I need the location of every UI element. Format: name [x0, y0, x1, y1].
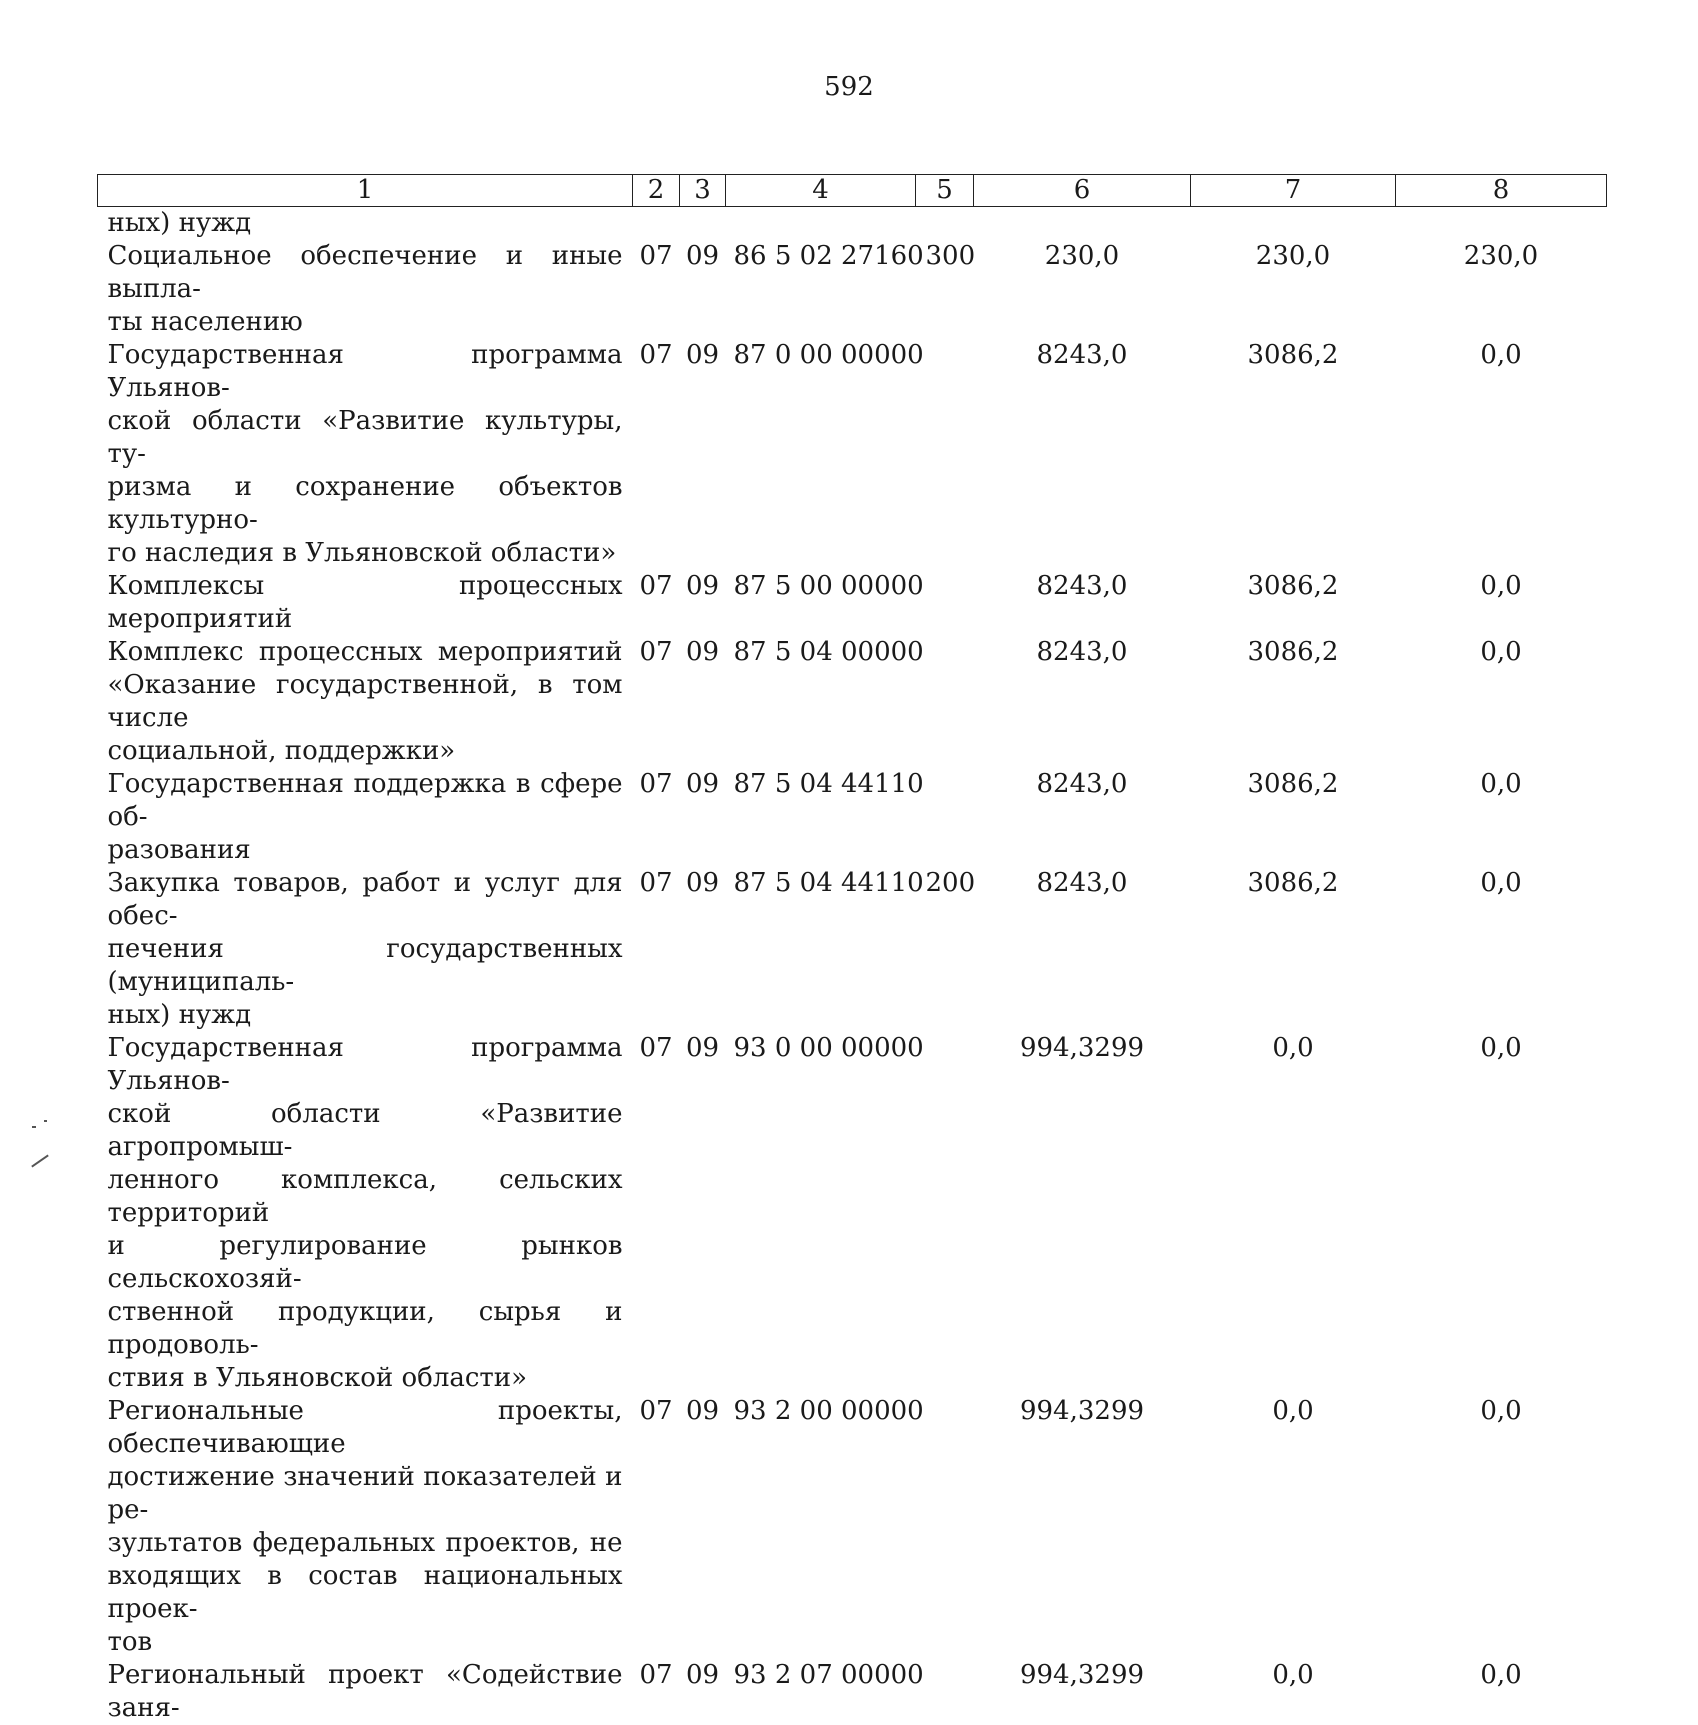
row-name [98, 339, 633, 570]
row-name-line: социальной, поддержки» [108, 735, 623, 768]
expense-type-code: 300 [916, 240, 974, 339]
amount-col-7: 3086,2 [1191, 867, 1396, 1032]
table-body [98, 207, 1607, 1725]
row-name-line: Комплексы процессных мероприятий [108, 570, 623, 636]
row-name-line: разования [108, 834, 623, 867]
row-name-line: ты населению [108, 306, 623, 339]
amount-col-6 [974, 207, 1191, 241]
target-article-code: 86 5 02 27160 [726, 240, 916, 339]
subsection-code: 09 [680, 1395, 726, 1659]
target-article-code: 87 5 04 00000 [726, 636, 916, 768]
amount-col-6: 994,3299 [974, 1395, 1191, 1659]
header-row [98, 175, 1607, 207]
row-name-line: ской области «Развитие агропромыш- [108, 1098, 623, 1164]
amount-col-6: 230,0 [974, 240, 1191, 339]
subsection-code: 09 [680, 867, 726, 1032]
expense-type-code [916, 1395, 974, 1659]
row-name-line: го наследия в Ульяновской области» [108, 537, 623, 570]
table-row [98, 570, 1607, 636]
target-article-code: 93 0 00 00000 [726, 1032, 916, 1395]
amount-col-8: 0,0 [1396, 1659, 1607, 1725]
amount-col-8: 0,0 [1396, 339, 1607, 570]
table-row [98, 636, 1607, 768]
scan-mark [32, 1126, 36, 1128]
amount-col-7: 3086,2 [1191, 636, 1396, 768]
amount-col-7 [1191, 207, 1396, 241]
amount-col-8: 0,0 [1396, 768, 1607, 867]
table-row [98, 1032, 1607, 1395]
subsection-code: 09 [680, 768, 726, 867]
table-row [98, 240, 1607, 339]
column-header-2: 2 [633, 175, 680, 207]
row-name-line: Государственная программа Ульянов- [108, 1032, 623, 1098]
row-name [98, 867, 633, 1032]
expense-type-code [916, 1659, 974, 1725]
row-name-line: Государственная программа Ульянов- [108, 339, 623, 405]
row-name-line: печения государственных (муниципаль- [108, 933, 623, 999]
amount-col-8: 230,0 [1396, 240, 1607, 339]
amount-col-6: 994,3299 [974, 1032, 1191, 1395]
expense-type-code [916, 339, 974, 570]
row-name [98, 636, 633, 768]
row-name [98, 240, 633, 339]
table-row [98, 867, 1607, 1032]
row-name-line: входящих в состав национальных проек- [108, 1560, 623, 1626]
target-article-code: 87 5 04 44110 [726, 867, 916, 1032]
table-row [98, 1395, 1607, 1659]
amount-col-6: 8243,0 [974, 768, 1191, 867]
row-name-line: и регулирование рынков сельскохозяй- [108, 1230, 623, 1296]
row-name-line: Региональные проекты, обеспечивающие [108, 1395, 623, 1461]
amount-col-7: 3086,2 [1191, 768, 1396, 867]
amount-col-6: 8243,0 [974, 867, 1191, 1032]
expense-type-code [916, 570, 974, 636]
amount-col-7: 0,0 [1191, 1032, 1396, 1395]
table-row [98, 1659, 1607, 1725]
row-name-line: ленного комплекса, сельских территорий [108, 1164, 623, 1230]
amount-col-7: 3086,2 [1191, 339, 1396, 570]
section-code: 07 [633, 867, 680, 1032]
expense-type-code [916, 1032, 974, 1395]
row-name-line: достижение значений показателей и ре- [108, 1461, 623, 1527]
amount-col-8: 0,0 [1396, 636, 1607, 768]
column-header-1: 1 [98, 175, 633, 207]
expense-type-code [916, 636, 974, 768]
row-name [98, 1032, 633, 1395]
column-header-5: 5 [916, 175, 974, 207]
target-article-code [726, 207, 916, 241]
row-name [98, 1395, 633, 1659]
table-row [98, 339, 1607, 570]
amount-col-7: 0,0 [1191, 1659, 1396, 1725]
row-name-line: ных) нужд [108, 999, 623, 1032]
row-name [98, 768, 633, 867]
amount-col-7: 0,0 [1191, 1395, 1396, 1659]
row-name [98, 570, 633, 636]
row-name-line: тов [108, 1626, 623, 1659]
amount-col-7: 3086,2 [1191, 570, 1396, 636]
column-header-8: 8 [1396, 175, 1607, 207]
section-code: 07 [633, 636, 680, 768]
column-header-4: 4 [726, 175, 916, 207]
row-name-line: Закупка товаров, работ и услуг для обес- [108, 867, 623, 933]
row-name-line: «Оказание государственной, в том числе [108, 669, 623, 735]
row-name [98, 1659, 633, 1725]
expense-type-code [916, 207, 974, 241]
row-name-line: Социальное обеспечение и иные выпла- [108, 240, 623, 306]
subsection-code: 09 [680, 339, 726, 570]
section-code: 07 [633, 1395, 680, 1659]
section-code [633, 207, 680, 241]
row-name-line: Региональный проект «Содействие заня- [108, 1659, 623, 1725]
row-name-line: ственной продукции, сырья и продоволь- [108, 1296, 623, 1362]
subsection-code: 09 [680, 1659, 726, 1725]
section-code: 07 [633, 339, 680, 570]
subsection-code: 09 [680, 636, 726, 768]
amount-col-6: 994,3299 [974, 1659, 1191, 1725]
target-article-code: 93 2 07 00000 [726, 1659, 916, 1725]
row-name-line: ризма и сохранение объектов культурно- [108, 471, 623, 537]
table-row [98, 207, 1607, 241]
amount-col-6: 8243,0 [974, 636, 1191, 768]
expense-type-code: 200 [916, 867, 974, 1032]
target-article-code: 87 5 04 44110 [726, 768, 916, 867]
scan-mark [31, 1154, 49, 1167]
section-code: 07 [633, 768, 680, 867]
target-article-code: 93 2 00 00000 [726, 1395, 916, 1659]
section-code: 07 [633, 1659, 680, 1725]
page-number: 592 [0, 72, 1698, 102]
section-code: 07 [633, 1032, 680, 1395]
row-name-line: ской области «Развитие культуры, ту- [108, 405, 623, 471]
column-header-6: 6 [974, 175, 1191, 207]
subsection-code [680, 207, 726, 241]
section-code: 07 [633, 570, 680, 636]
target-article-code: 87 5 00 00000 [726, 570, 916, 636]
scan-mark [44, 1120, 47, 1122]
amount-col-8: 0,0 [1396, 867, 1607, 1032]
row-name [98, 207, 633, 241]
row-name-line: ствия в Ульяновской области» [108, 1362, 623, 1395]
amount-col-6: 8243,0 [974, 570, 1191, 636]
table-row [98, 768, 1607, 867]
amount-col-8: 0,0 [1396, 570, 1607, 636]
amount-col-8 [1396, 207, 1607, 241]
amount-col-7: 230,0 [1191, 240, 1396, 339]
subsection-code: 09 [680, 570, 726, 636]
budget-table [97, 174, 1607, 1725]
amount-col-8: 0,0 [1396, 1395, 1607, 1659]
subsection-code: 09 [680, 240, 726, 339]
row-name-line: ных) нужд [108, 207, 623, 240]
target-article-code: 87 0 00 00000 [726, 339, 916, 570]
column-header-3: 3 [680, 175, 726, 207]
subsection-code: 09 [680, 1032, 726, 1395]
section-code: 07 [633, 240, 680, 339]
amount-col-6: 8243,0 [974, 339, 1191, 570]
row-name-line: Государственная поддержка в сфере об- [108, 768, 623, 834]
row-name-line: зультатов федеральных проектов, не [108, 1527, 623, 1560]
expense-type-code [916, 768, 974, 867]
amount-col-8: 0,0 [1396, 1032, 1607, 1395]
row-name-line: Комплекс процессных мероприятий [108, 636, 623, 669]
column-header-7: 7 [1191, 175, 1396, 207]
